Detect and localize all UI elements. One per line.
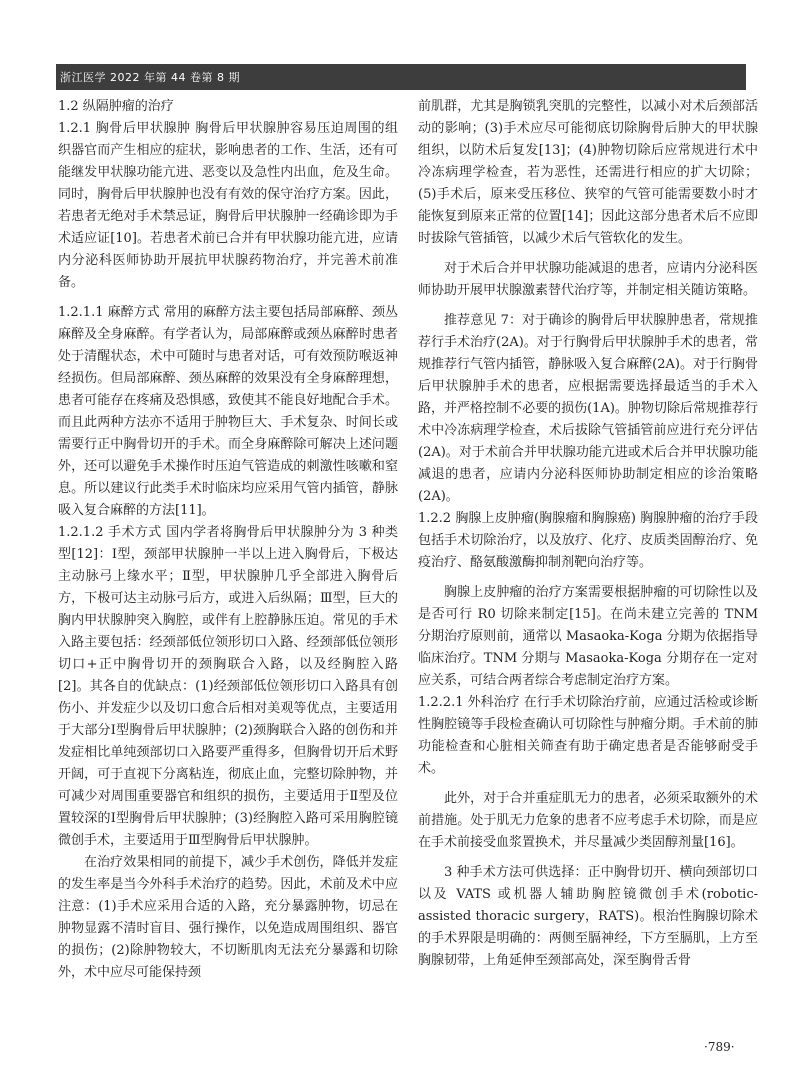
section-heading-1-2: 1.2 纵隔肿瘤的治疗 (58, 99, 174, 114)
paragraph-continued: 前肌群，尤其是胸锁乳突肌的完整性，以减小对术后颈部活动的影响；(3)手术应尽可能彻底切除胸骨后肿大的甲状腺组织，以防术后复发[13]；(4)肿物切除后应常规进行术中冷冻病理学检查，若为恶性，还需进行相应的扩大切除；(5)手术后，原来受压移位、狭窄的气管可能需要数小时才能恢复到原来正常的位置[14]；因此这部分患者术后不应即时拔除气管插管，以减少术后气管软化的发生。 (418, 99, 758, 246)
paragraph-1-2-2-1: 1.2.2.1 外科治疗 在行手术切除治疗前，应通过活检或诊断性胸腔镜等手段检查确认可切除性与肿瘤分期。手术前的肺功能检查和心脏相关筛查有助于确定患者是否能够耐受手术。 (418, 695, 758, 776)
paragraph-thymic-plan: 胸腺上皮肿瘤的治疗方案需要根据肿瘤的可切除性以及是否可行 R0 切除来制定[15]。在尚未建立完善的 TNM 分期治疗原则前，通常以 Masaoka-Koga 分期为依据指导临床治疗。TNM 分期与 Masaoka-Koga 分期存在一定对应关系，可结合两者综合考虑制定治疗方案。 (418, 585, 758, 688)
paragraph-treatment-notes: 在治疗效果相同的前提下，减少手术创伤，降低并发症的发生率是当今外科手术治疗的趋势。因此，术前及术中应注意：(1)手术应采用合适的入路，充分暴露肿物，切忌在肿物显露不清时盲目、强行操作，以免造成周围组织、器官的损伤；(2)除肿物较大，不切断肌肉无法充分暴露和切除外，术中应尽可能保持颈 (58, 855, 398, 980)
paragraph-1-2-1-2: 1.2.1.2 手术方式 国内学者将胸骨后甲状腺肿分为 3 种类型[12]：Ⅰ型，颈部甲状腺肿一半以上进入胸骨后，下极达主动脉弓上缘水平；Ⅱ型，甲状腺肿几乎全部进入胸骨后方，下极可达主动脉弓后方，或进入后纵隔；Ⅲ型，巨大的胸内甲状腺肿突入胸腔，或伴有上腔静脉压迫。常见的手术入路主要包括：经颈部低位领形切口入路、经颈部低位领形切口+正中胸骨切开的颈胸联合入路，以及经胸腔入路[2]。其各自的优缺点：(1)经颈部低位领形切口入路具有创伤小、并发症少以及切口愈合后相对美观等优点，主要适用于大部分Ⅰ型胸骨后甲状腺肿；(2)颈胸联合入路的创伤和并发症相比单纯颈部切口入路要严重得多，但胸骨切开后术野开阔，可于直视下分离粘连，彻底止血，完整切除肿物，并可减少对周围重要器官和组织的损伤，主要适用于Ⅱ型及位置较深的Ⅰ型胸骨后甲状腺肿；(3)经胸腔入路可采用胸腔镜微创手术，主要适用于Ⅲ型胸骨后甲状腺肿。 (58, 525, 398, 848)
right-column (418, 96, 758, 1051)
page-number: ·789· (704, 1040, 735, 1054)
journal-header-text: 浙江医学 2022 年第 44 卷第 8 期 (60, 71, 240, 84)
left-column (58, 96, 398, 1051)
paragraph-hypothyroid: 对于术后合并甲状腺功能减退的患者，应请内分泌科医师协助开展甲状腺激素替代治疗等，并制定相关随访策略。 (418, 261, 758, 298)
recommendation-7: 推荐意见 7：对于确诊的胸骨后甲状腺肿患者，常规推荐行手术治疗(2A)。对于行胸骨后甲状腺肿手术的患者，常规推荐行气管内插管，静脉吸入复合麻醉(2A)。对于行胸骨后甲状腺肿手术的患者，应根据需要选择最适当的手术入路，并严格控制不必要的损伤(1A)。肿物切除后常规推荐行术中冷冻病理学检查，术后拔除气管插管前应进行充分评估(2A)。对于术前合并甲状腺功能亢进或术后合并甲状腺功能减退的患者，应请内分泌科医师协助制定相应的诊治策略(2A)。 (418, 313, 758, 504)
paragraph-1-2-1-1: 1.2.1.1 麻醉方式 常用的麻醉方法主要包括局部麻醉、颈丛麻醉及全身麻醉。有学者认为，局部麻醉或颈丛麻醉时患者处于清醒状态，术中可随时与患者对话，可有效预防喉返神经损伤。但局部麻醉、颈丛麻醉的效果没有全身麻醉理想，患者可能存在疼痛及恐惧感，致使其不能良好地配合手术。而且此两种方法亦不适用于肿物巨大、手术复杂、时间长或需要行正中胸骨切开的手术。而全身麻醉除可解决上述问题外，还可以避免手术操作时压迫气管造成的刺激性咳嗽和窒息。所以建议行此类手术时临床均应采用气管内插管，静脉吸入复合麻醉的方法[11]。 (58, 305, 398, 518)
paragraph-1-2-1: 1.2.1 胸骨后甲状腺肿 胸骨后甲状腺肿容易压迫周围的组织器官而产生相应的症状，影响患者的工作、生活，还有可能继发甲状腺功能亢进、恶变以及急性内出血，危及生命。同时，胸骨后甲状腺肿也没有有效的保守治疗方案。因此，若患者无绝对手术禁忌证，胸骨后甲状腺肿一经确诊即为手术适应证[10]。若患者术前已合并有甲状腺功能亢进，应请内分泌科医师协助开展抗甲状腺药物治疗，并完善术前准备。 (58, 121, 398, 290)
paragraph-surgical-methods: 3 种手术方法可供选择：正中胸骨切开、横向颈部切口以及 VATS 或机器人辅助胸腔镜微创手术(robotic-assisted thoracic surgery，RATS)。根治性胸腺切除术的手术界限是明确的：两侧至膈神经，下方至膈肌，上方至胸腺韧带，上角延伸至颈部高处，深至胸骨舌骨 (418, 865, 758, 968)
paragraph-myasthenia: 此外，对于合并重症肌无力的患者，必须采取额外的术前措施。处于肌无力危象的患者不应考虑手术切除，而是应在手术前接受血浆置换术，并尽量减少类固醇剂量[16]。 (418, 791, 758, 850)
paragraph-1-2-2: 1.2.2 胸腺上皮肿瘤(胸腺瘤和胸腺癌) 胸腺肿瘤的治疗手段包括手术切除治疗，以及放疗、化疗、皮质类固醇治疗、免疫治疗、酪氨酸激酶抑制剂靶向治疗等。 (418, 511, 758, 570)
